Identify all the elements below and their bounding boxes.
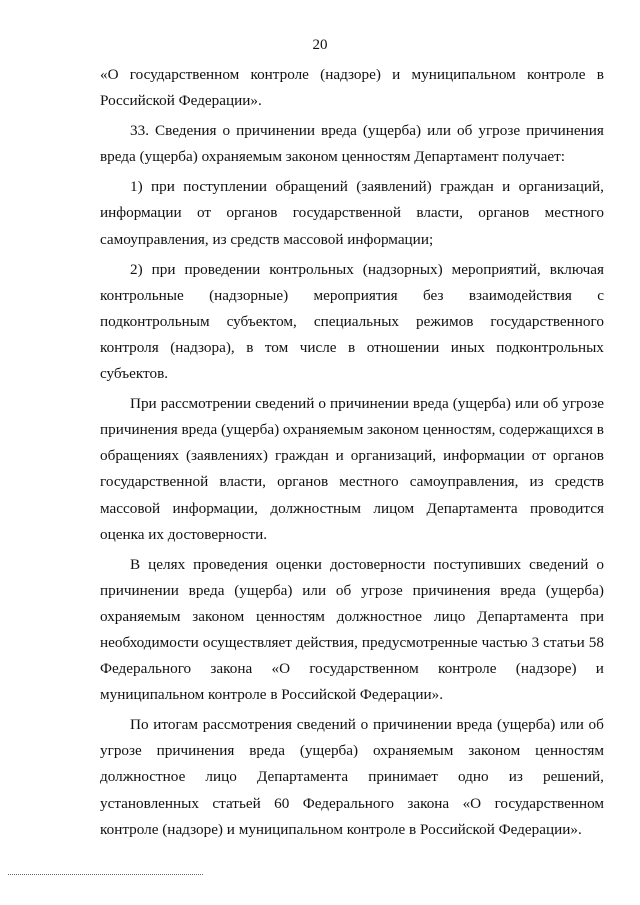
text-line: «О государственном контроле (надзоре) и муниципальном контроле в bbox=[100, 66, 604, 83]
text-line: самоуправления, из средств массовой информации; bbox=[100, 230, 434, 248]
text-line: Российской Федерации». bbox=[100, 92, 262, 110]
text-line: оценка их достоверности. bbox=[100, 525, 268, 543]
paragraph bbox=[100, 257, 604, 387]
paragraph bbox=[100, 118, 604, 170]
text-line: причинении вреда (ущерба) или об угрозе причинения вреда (ущерба) bbox=[100, 581, 604, 599]
text-line: необходимости осуществляет действия, предусмотренные частью 3 статьи 58 bbox=[100, 633, 604, 651]
text-line: массовой информации, должностным лицом Департамента проводится bbox=[100, 499, 604, 517]
text-line: должностное лицо Департамента принимает одно из решений, bbox=[100, 768, 604, 786]
footer-divider bbox=[8, 874, 203, 875]
text-line: вреда (ущерба) охраняемым законом ценностям Департамент получает: bbox=[100, 148, 565, 166]
text-line: причинения вреда (ущерба) охраняемым законом ценностям, содержащихся в bbox=[100, 421, 604, 439]
paragraph bbox=[100, 62, 604, 114]
text-line: В целях проведения оценки достоверности поступивших сведений о bbox=[130, 555, 604, 573]
text-line: обращениях (заявлениях) граждан и организаций, информации от органов bbox=[100, 447, 604, 465]
text-line: При рассмотрении сведений о причинении вреда (ущерба) или об угрозе bbox=[130, 395, 604, 413]
text-line: угрозе причинения вреда (ущерба) охраняемым законом ценностям bbox=[100, 742, 604, 760]
text-line: муниципальном контроле в Российской Федерации». bbox=[100, 686, 444, 704]
text-line: 2) при проведении контрольных (надзорных) мероприятий, включая bbox=[130, 260, 604, 278]
text-line: государственной власти, органов местного самоуправления, из средств bbox=[100, 473, 604, 491]
text-line: субъектов. bbox=[100, 365, 169, 383]
text-line: 33. Сведения о причинении вреда (ущерба) или об угрозе причинения bbox=[130, 122, 604, 140]
text-line: 1) при поступлении обращений (заявлений) граждан и организаций, bbox=[130, 178, 604, 196]
text-line: По итогам рассмотрения сведений о причинении вреда (ущерба) или об bbox=[130, 716, 604, 734]
text-line: установленных статьей 60 Федерального закона «О государственном bbox=[100, 794, 604, 812]
text-line: контроле (надзоре) и муниципальном контроле в Российской Федерации». bbox=[100, 820, 582, 838]
text-line: подконтрольным субъектом, специальных режимов государственного bbox=[100, 312, 604, 330]
paragraph bbox=[100, 552, 604, 709]
document-body bbox=[100, 62, 604, 843]
text-line: охраняемым законом ценностям должностное лицо Департамента при bbox=[100, 607, 604, 625]
paragraph bbox=[100, 391, 604, 548]
paragraph bbox=[100, 712, 604, 842]
text-line: Федерального закона «О государственном контроле (надзоре) и bbox=[100, 660, 604, 678]
text-line: информации от органов государственной власти, органов местного bbox=[100, 204, 604, 222]
text-line: контроля (надзора), в том числе в отношении иных подконтрольных bbox=[100, 338, 604, 356]
page-number: 20 bbox=[312, 37, 328, 53]
paragraph bbox=[100, 174, 604, 252]
text-line: контрольные (надзорные) мероприятия без взаимодействия с bbox=[100, 286, 604, 304]
